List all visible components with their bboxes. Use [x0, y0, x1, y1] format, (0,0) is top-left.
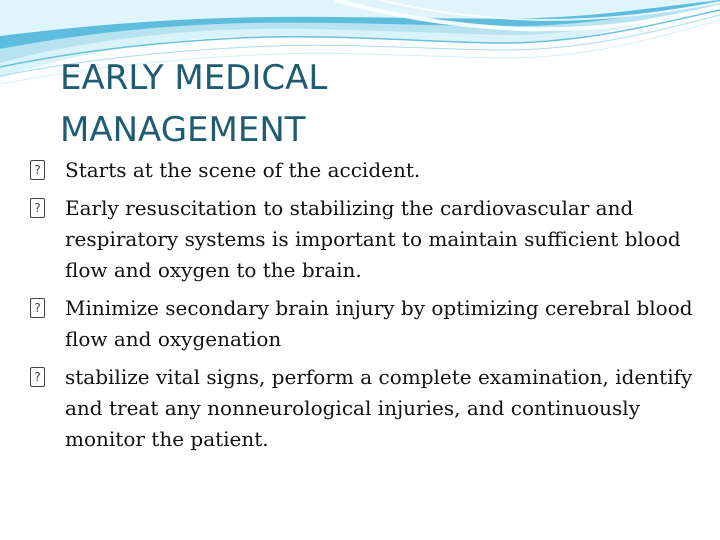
- bullet-item: [30, 155, 700, 186]
- slide-title: [60, 52, 580, 156]
- bullet-item: [30, 193, 700, 286]
- replacement-glyph-icon: [30, 160, 45, 180]
- replacement-glyph-icon: [30, 298, 45, 318]
- bullet-text: Starts at the scene of the accident.: [65, 158, 421, 182]
- bullet-item: [30, 362, 700, 455]
- bullet-text: Early resuscitation to stabilizing the cardiovascular and respiratory systems is important to maintain sufficient blood flow and oxygen to the brain.: [65, 196, 681, 282]
- slide-title-line-1: EARLY MEDICAL: [60, 58, 328, 98]
- bullet-item: [30, 293, 700, 355]
- bullet-text: Minimize secondary brain injury by optimizing cerebral blood flow and oxygenation: [65, 296, 693, 351]
- replacement-glyph-icon: [30, 367, 45, 387]
- bullet-list: [30, 155, 700, 462]
- slide-title-line-2: MANAGEMENT: [60, 110, 306, 150]
- bullet-text: stabilize vital signs, perform a complete examination, identify and treat any nonneurological injuries, and continuously monitor the patient.: [65, 365, 693, 451]
- replacement-glyph-icon: [30, 198, 45, 218]
